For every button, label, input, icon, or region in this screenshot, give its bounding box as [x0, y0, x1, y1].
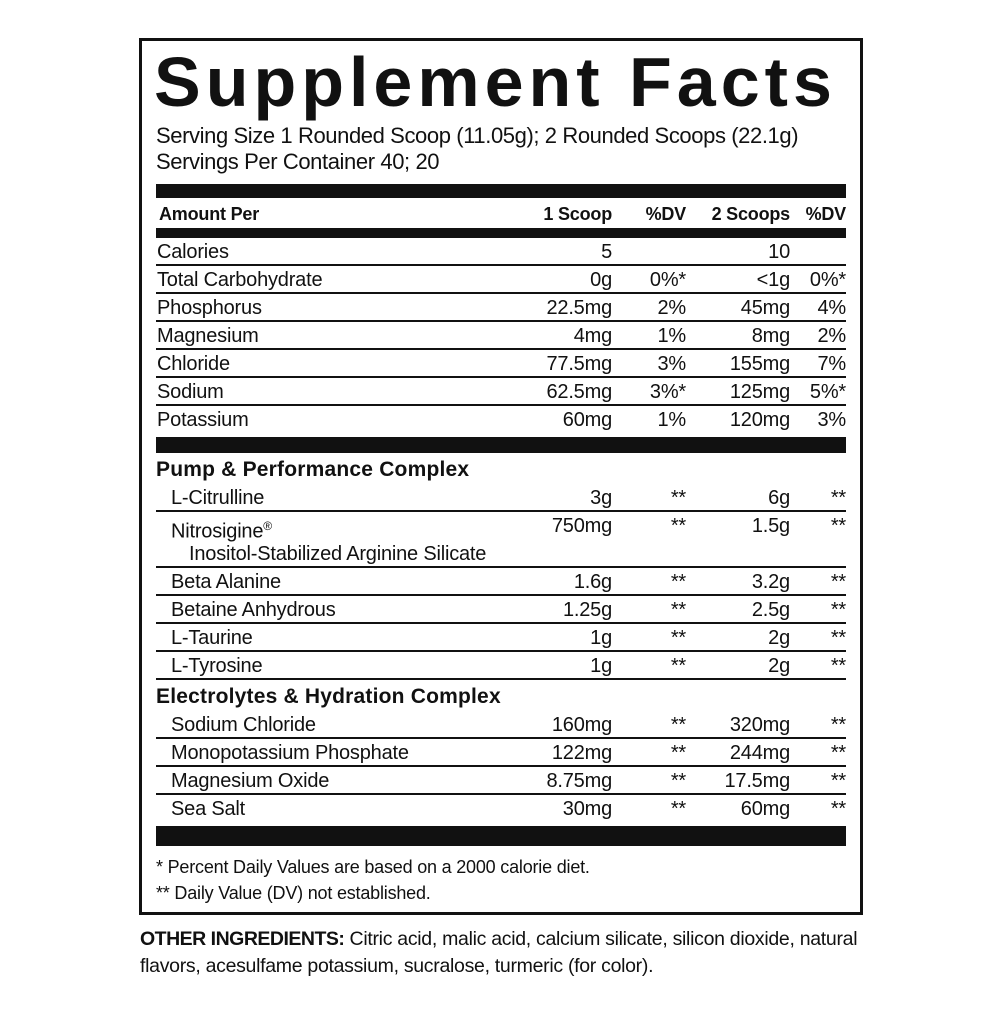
dv-1-scoop: 1% — [657, 409, 686, 431]
amount-2-scoops: 10 — [768, 241, 790, 263]
amount-1-scoop: 30mg — [562, 797, 612, 820]
nutrient-row-monopotassium-phosphate — [156, 739, 846, 767]
dv-2-scoops: 5%* — [809, 381, 846, 403]
amount-1-scoop: 1.25g — [562, 598, 612, 621]
pump-complex-heading: Pump & Performance Complex — [156, 458, 470, 481]
other-ingredients-text: Citric acid, malic acid, calcium silicate, silicon dioxide, natural flavors, acesulfame potassium, sucralose, turmeric (for color). — [140, 928, 858, 977]
dv-2-scoops: ** — [830, 487, 846, 509]
dv-2-scoops: ** — [830, 570, 846, 593]
nutrient-row-sodium-chloride — [156, 711, 846, 739]
amount-1-scoop: 77.5mg — [546, 353, 612, 375]
dv-2-scoops: 3% — [817, 409, 846, 431]
amount-1-scoop: 22.5mg — [546, 297, 612, 319]
nutrient-name: Phosphorus — [157, 297, 262, 319]
dv-1-scoop: ** — [670, 598, 686, 621]
dv-1-scoop: 0%* — [649, 269, 686, 291]
dv-2-scoops: ** — [830, 626, 846, 649]
amount-1-scoop: 3g — [590, 487, 612, 509]
nutrient-name: Magnesium Oxide — [171, 769, 330, 792]
dv-2-scoops: 4% — [817, 297, 846, 319]
thick-divider-header — [156, 228, 846, 238]
amount-2-scoops: 2g — [768, 626, 790, 649]
nutrient-name: Sodium Chloride — [171, 713, 316, 736]
nutrient-name — [156, 515, 522, 565]
nutrient-row-l-taurine — [156, 624, 846, 652]
amount-2-scoops: 244mg — [729, 741, 790, 764]
nutrient-name: Chloride — [157, 353, 230, 375]
header-amount-per: Amount Per — [159, 204, 260, 224]
dv-1-scoop: ** — [670, 654, 686, 677]
amount-1-scoop: 1g — [590, 626, 612, 649]
header-dv-1: %DV — [645, 204, 686, 224]
amount-2-scoops: 1.5g — [751, 515, 790, 537]
amount-2-scoops: 6g — [768, 487, 790, 509]
footnote-percent-dv: * Percent Daily Values are based on a 2000 calorie diet. — [156, 856, 590, 877]
nutrient-row-sea-salt — [156, 795, 846, 821]
nutrient-row-l-citrulline — [156, 484, 846, 512]
dv-2-scoops: ** — [830, 797, 846, 820]
nutrient-row-magnesium — [156, 322, 846, 350]
footnotes — [156, 854, 846, 906]
dv-1-scoop: ** — [670, 741, 686, 764]
nutrient-row-chloride — [156, 350, 846, 378]
amount-1-scoop: 122mg — [551, 741, 612, 764]
dv-2-scoops: ** — [830, 769, 846, 792]
amount-1-scoop: 4mg — [573, 325, 612, 347]
servings-per-container-line: Servings Per Container 40; 20 — [156, 149, 440, 174]
nutrient-name: L-Citrulline — [171, 487, 265, 509]
nutrient-row-calories — [156, 238, 846, 266]
header-dv-2: %DV — [805, 204, 846, 224]
amount-2-scoops: 155mg — [729, 353, 790, 375]
amount-2-scoops: 320mg — [729, 713, 790, 736]
dv-1-scoop: 2% — [657, 297, 686, 319]
table-header-row — [156, 198, 846, 228]
nutrient-subname: Inositol-Stabilized Arginine Silicate — [189, 542, 487, 565]
nutrient-row-phosphorus — [156, 294, 846, 322]
dv-2-scoops: 2% — [817, 325, 846, 347]
dv-1-scoop: ** — [670, 769, 686, 792]
nutrient-name: Beta Alanine — [171, 570, 281, 593]
nutrient-row-total-carbohydrate — [156, 266, 846, 294]
nutrient-row-betaine-anhydrous — [156, 596, 846, 624]
nutrient-row-magnesium-oxide — [156, 767, 846, 795]
amount-1-scoop: 1g — [590, 654, 612, 677]
other-ingredients-paragraph — [140, 926, 900, 980]
amount-1-scoop: 0g — [590, 269, 612, 291]
nutrient-row-nitrosigine — [156, 512, 846, 568]
nutrient-name: Total Carbohydrate — [157, 269, 323, 291]
amount-2-scoops: 45mg — [740, 297, 790, 319]
dv-2-scoops: 0%* — [809, 269, 846, 291]
serving-size-line: Serving Size 1 Rounded Scoop (11.05g); 2 Rounded Scoops (22.1g) — [156, 123, 799, 148]
nutrient-name: Potassium — [157, 409, 249, 431]
amount-2-scoops: 8mg — [751, 325, 790, 347]
amount-2-scoops: <1g — [756, 269, 790, 291]
amount-2-scoops: 2.5g — [751, 598, 790, 621]
thick-divider-top — [156, 184, 846, 198]
supplement-facts-title: Supplement Facts — [154, 43, 837, 121]
nutrient-row-sodium — [156, 378, 846, 406]
dv-2-scoops: ** — [830, 713, 846, 736]
nutrient-name: Calories — [157, 241, 229, 263]
amount-1-scoop: 60mg — [562, 409, 612, 431]
amount-2-scoops: 2g — [768, 654, 790, 677]
nutrient-name: Betaine Anhydrous — [171, 598, 336, 621]
registered-trademark-symbol: ® — [263, 519, 273, 533]
dv-1-scoop: 1% — [657, 325, 686, 347]
electrolytes-complex-heading: Electrolytes & Hydration Complex — [156, 684, 501, 708]
nutrient-row-beta-alanine — [156, 568, 846, 596]
nutrient-name: Sea Salt — [171, 797, 246, 820]
dv-1-scoop: ** — [670, 570, 686, 593]
header-2-scoops: 2 Scoops — [711, 204, 790, 224]
dv-1-scoop: ** — [670, 515, 686, 537]
dv-1-scoop: ** — [670, 487, 686, 509]
amount-1-scoop: 1.6g — [573, 570, 612, 593]
footnote-dv-not-established: ** Daily Value (DV) not established. — [156, 882, 431, 903]
dv-2-scoops: ** — [830, 741, 846, 764]
amount-2-scoops: 17.5mg — [724, 769, 790, 792]
dv-2-scoops: ** — [830, 515, 846, 537]
amount-1-scoop: 160mg — [551, 713, 612, 736]
supplement-facts-panel — [139, 38, 863, 915]
nutrient-name: L-Tyrosine — [171, 654, 263, 677]
dv-1-scoop: ** — [670, 713, 686, 736]
dv-2-scoops: ** — [830, 598, 846, 621]
amount-1-scoop: 750mg — [551, 515, 612, 537]
dv-1-scoop: ** — [670, 797, 686, 820]
dv-1-scoop: 3%* — [649, 381, 686, 403]
amount-2-scoops: 3.2g — [751, 570, 790, 593]
nutrient-name: L-Taurine — [171, 626, 253, 649]
amount-1-scoop: 5 — [601, 241, 612, 263]
thick-divider-minerals — [156, 437, 846, 453]
amount-2-scoops: 125mg — [729, 381, 790, 403]
amount-2-scoops: 120mg — [729, 409, 790, 431]
nutrient-name: Sodium — [157, 381, 224, 403]
nutrient-row-l-tyrosine — [156, 652, 846, 680]
dv-2-scoops: 7% — [817, 353, 846, 375]
dv-2-scoops: ** — [830, 654, 846, 677]
nutrient-row-potassium — [156, 406, 846, 432]
thick-divider-bottom — [156, 826, 846, 846]
amount-1-scoop: 62.5mg — [546, 381, 612, 403]
dv-1-scoop: 3% — [657, 353, 686, 375]
header-1-scoop: 1 Scoop — [543, 204, 612, 224]
amount-1-scoop: 8.75mg — [546, 769, 612, 792]
nutrient-name: Monopotassium Phosphate — [171, 741, 409, 764]
nutrient-name-text: Nitrosigine — [171, 520, 264, 543]
dv-1-scoop: ** — [670, 626, 686, 649]
other-ingredients-label: OTHER INGREDIENTS: — [140, 928, 345, 950]
nutrient-name: Magnesium — [157, 325, 259, 347]
amount-2-scoops: 60mg — [740, 797, 790, 820]
